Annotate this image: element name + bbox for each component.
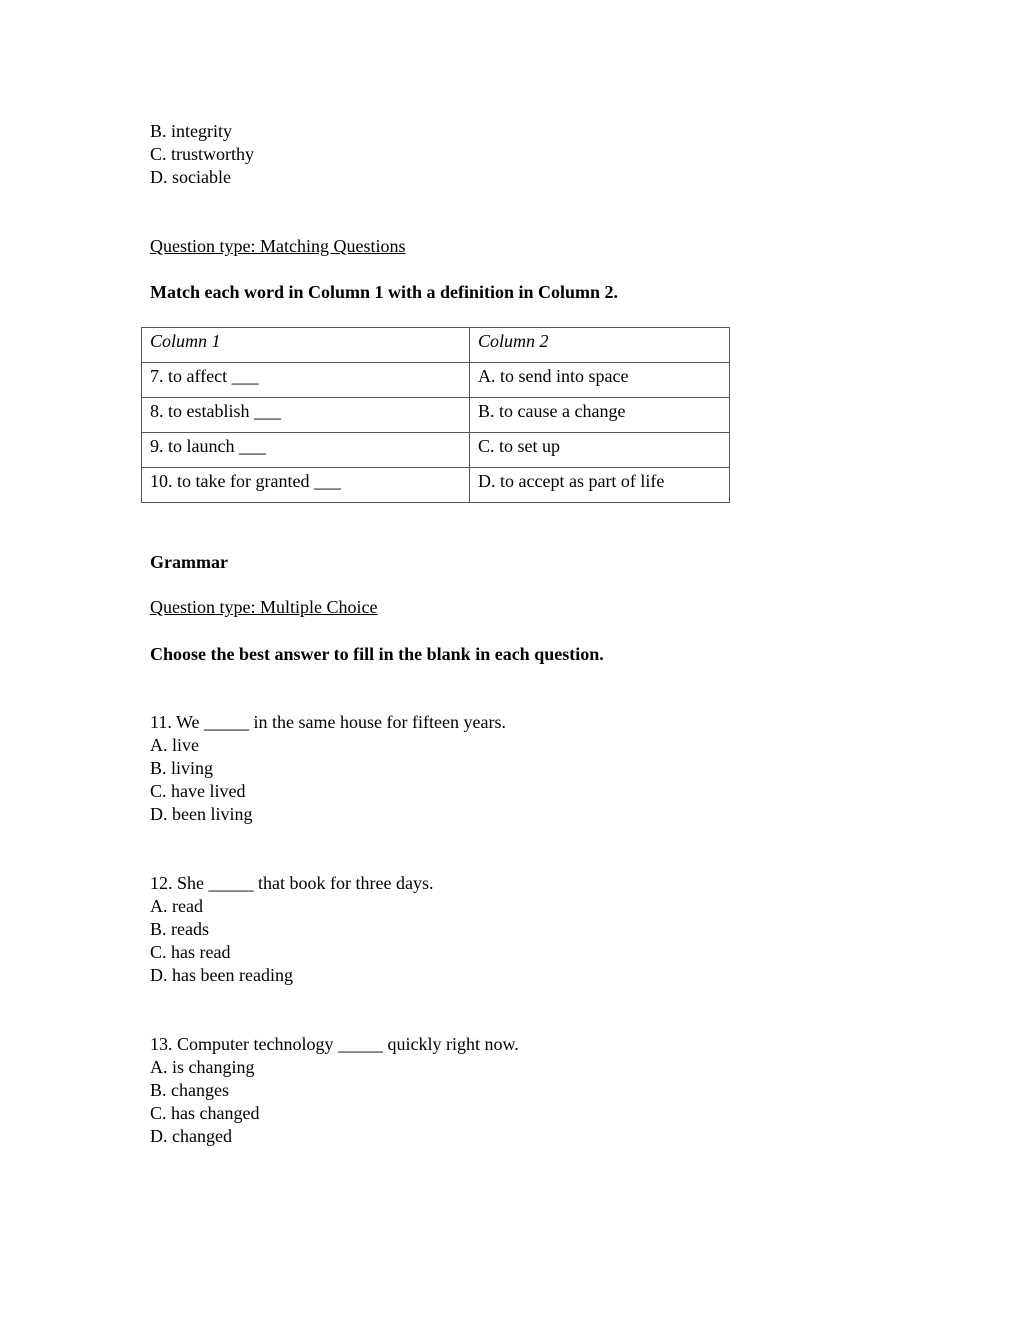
question-stem: 12. She _____ that book for three days. [150, 873, 434, 893]
option: B. integrity [150, 121, 232, 141]
option: B. living [150, 758, 214, 778]
question-12 [150, 872, 433, 987]
option: A. is changing [150, 1057, 255, 1077]
word-cell: 7. to affect ___ [142, 363, 470, 398]
option: B. changes [150, 1080, 229, 1100]
table-row [142, 398, 730, 433]
option: C. has changed [150, 1103, 260, 1123]
definition-cell: D. to accept as part of life [470, 468, 730, 503]
question-stem: 11. We _____ in the same house for fifteen years. [150, 712, 506, 732]
table-row [142, 468, 730, 503]
word-cell: 9. to launch ___ [142, 433, 470, 468]
question-stem: 13. Computer technology _____ quickly right now. [150, 1034, 519, 1054]
grammar-heading: Grammar [150, 552, 228, 572]
matching-instruction: Match each word in Column 1 with a definition in Column 2. [150, 282, 619, 302]
definition-cell: C. to set up [470, 433, 730, 468]
definition-cell: B. to cause a change [470, 398, 730, 433]
option: B. reads [150, 919, 209, 939]
grammar-question-type: Question type: Multiple Choice [150, 597, 378, 617]
question-11 [150, 711, 506, 826]
word-cell: 8. to establish ___ [142, 398, 470, 433]
definition-cell: A. to send into space [470, 363, 730, 398]
option: C. has read [150, 942, 231, 962]
column-header: Column 1 [142, 328, 470, 363]
option: D. sociable [150, 167, 231, 187]
word-cell: 10. to take for granted ___ [142, 468, 470, 503]
matching-question-type: Question type: Matching Questions [150, 236, 406, 256]
option: C. trustworthy [150, 144, 255, 164]
column-header: Column 2 [470, 328, 730, 363]
option: D. has been reading [150, 965, 293, 985]
option: D. been living [150, 804, 253, 824]
option: D. changed [150, 1126, 232, 1146]
table-row [142, 433, 730, 468]
option: A. live [150, 735, 199, 755]
table-header-row [142, 328, 730, 363]
matching-table [141, 327, 730, 503]
previous-question-options [150, 120, 254, 189]
grammar-instruction: Choose the best answer to fill in the blank in each question. [150, 644, 604, 664]
option: A. read [150, 896, 203, 916]
question-13 [150, 1033, 519, 1148]
table-row [142, 363, 730, 398]
option: C. have lived [150, 781, 246, 801]
